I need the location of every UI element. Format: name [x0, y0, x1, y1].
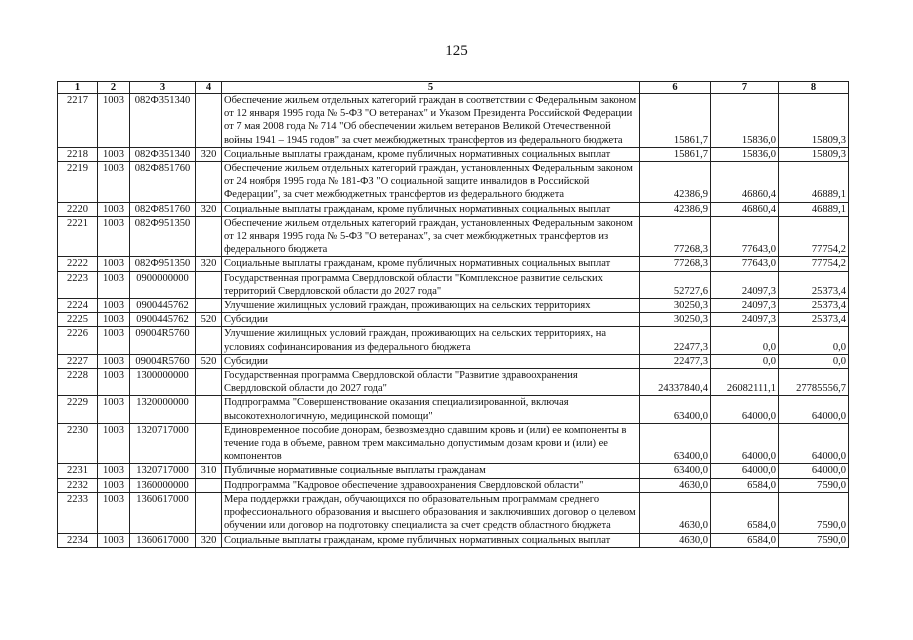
expense-type-cell: 320 — [196, 257, 222, 271]
expense-type-cell — [196, 478, 222, 492]
section-code-cell: 1003 — [98, 464, 130, 478]
amount-col6-cell: 15861,7 — [640, 94, 711, 148]
amount-col8-cell: 15809,3 — [779, 147, 849, 161]
target-article-cell: 0900000000 — [130, 271, 196, 298]
amount-col7-cell: 64000,0 — [711, 423, 779, 464]
amount-col7-cell: 64000,0 — [711, 396, 779, 423]
amount-col7-cell: 15836,0 — [711, 147, 779, 161]
amount-col8-cell: 7590,0 — [779, 492, 849, 533]
amount-col6-cell: 4630,0 — [640, 533, 711, 547]
amount-col8-cell: 64000,0 — [779, 464, 849, 478]
expense-type-cell — [196, 423, 222, 464]
amount-col8-cell: 0,0 — [779, 327, 849, 354]
target-article-cell: 09004R5760 — [130, 327, 196, 354]
column-header: 4 — [196, 82, 222, 94]
amount-col6-cell: 42386,9 — [640, 202, 711, 216]
target-article-cell: 1360617000 — [130, 492, 196, 533]
column-header: 6 — [640, 82, 711, 94]
section-code-cell: 1003 — [98, 313, 130, 327]
table-row — [58, 533, 849, 547]
target-article-cell: 082Ф951350 — [130, 216, 196, 257]
expense-type-cell — [196, 216, 222, 257]
budget-table — [57, 81, 849, 548]
amount-col6-cell: 4630,0 — [640, 478, 711, 492]
amount-col8-cell: 25373,4 — [779, 299, 849, 313]
target-article-cell: 0900445762 — [130, 313, 196, 327]
column-header: 5 — [222, 82, 640, 94]
amount-col8-cell: 64000,0 — [779, 396, 849, 423]
table-row — [58, 147, 849, 161]
row-number-cell: 2228 — [58, 369, 98, 396]
row-number-cell: 2217 — [58, 94, 98, 148]
amount-col6-cell: 30250,3 — [640, 313, 711, 327]
amount-col8-cell: 7590,0 — [779, 478, 849, 492]
table-header-row — [58, 82, 849, 94]
amount-col7-cell: 15836,0 — [711, 94, 779, 148]
amount-col6-cell: 30250,3 — [640, 299, 711, 313]
amount-col7-cell: 6584,0 — [711, 533, 779, 547]
item-name-cell: Единовременное пособие донорам, безвозмездно сдавшим кровь и (или) ее компоненты в течение года в объеме, равном трем максимально допустимым дозам крови и (или) ее компонентов — [222, 423, 640, 464]
item-name-cell: Социальные выплаты гражданам, кроме публичных нормативных социальных выплат — [222, 533, 640, 547]
expense-type-cell: 520 — [196, 354, 222, 368]
table-row — [58, 202, 849, 216]
amount-col6-cell: 15861,7 — [640, 147, 711, 161]
row-number-cell: 2229 — [58, 396, 98, 423]
amount-col8-cell: 46889,1 — [779, 202, 849, 216]
amount-col7-cell: 24097,3 — [711, 299, 779, 313]
row-number-cell: 2233 — [58, 492, 98, 533]
target-article-cell: 082Ф351340 — [130, 147, 196, 161]
expense-type-cell — [196, 271, 222, 298]
item-name-cell: Социальные выплаты гражданам, кроме публичных нормативных социальных выплат — [222, 147, 640, 161]
item-name-cell: Обеспечение жильем отдельных категорий граждан в соответствии с Федеральным законом от 12 января 1995 года № 5-ФЗ "О ветеранах" и Указом Президента Российской Федерации от 7 мая 2008 года № 714 "Об обеспечении жильем ветеранов Великой Отечественной войны 1941 – 1945 годов" за счет межбюджетных трансфертов из федерального бюджета — [222, 94, 640, 148]
row-number-cell: 2226 — [58, 327, 98, 354]
expense-type-cell: 520 — [196, 313, 222, 327]
row-number-cell: 2231 — [58, 464, 98, 478]
amount-col6-cell: 77268,3 — [640, 257, 711, 271]
section-code-cell: 1003 — [98, 533, 130, 547]
expense-type-cell — [196, 162, 222, 203]
item-name-cell: Публичные нормативные социальные выплаты гражданам — [222, 464, 640, 478]
expense-type-cell — [196, 94, 222, 148]
amount-col6-cell: 63400,0 — [640, 396, 711, 423]
amount-col6-cell: 22477,3 — [640, 354, 711, 368]
amount-col7-cell: 0,0 — [711, 327, 779, 354]
expense-type-cell — [196, 492, 222, 533]
section-code-cell: 1003 — [98, 162, 130, 203]
section-code-cell: 1003 — [98, 369, 130, 396]
target-article-cell: 082Ф851760 — [130, 202, 196, 216]
row-number-cell: 2223 — [58, 271, 98, 298]
target-article-cell: 09004R5760 — [130, 354, 196, 368]
target-article-cell: 082Ф351340 — [130, 94, 196, 148]
amount-col6-cell: 42386,9 — [640, 162, 711, 203]
section-code-cell: 1003 — [98, 202, 130, 216]
amount-col7-cell: 77643,0 — [711, 216, 779, 257]
row-number-cell: 2219 — [58, 162, 98, 203]
expense-type-cell: 310 — [196, 464, 222, 478]
table-row — [58, 327, 849, 354]
amount-col6-cell: 24337840,4 — [640, 369, 711, 396]
expense-type-cell: 320 — [196, 147, 222, 161]
amount-col8-cell: 64000,0 — [779, 423, 849, 464]
table-row — [58, 271, 849, 298]
item-name-cell: Обеспечение жильем отдельных категорий граждан, установленных Федеральным законом от 12 января 1995 года № 5-ФЗ "О ветеранах", за счет межбюджетных трансфертов из федерального бюджета — [222, 216, 640, 257]
section-code-cell: 1003 — [98, 257, 130, 271]
amount-col6-cell: 63400,0 — [640, 423, 711, 464]
expense-type-cell — [196, 327, 222, 354]
table-row — [58, 313, 849, 327]
expense-type-cell — [196, 396, 222, 423]
section-code-cell: 1003 — [98, 478, 130, 492]
page-number: 125 — [445, 43, 468, 59]
item-name-cell: Субсидии — [222, 354, 640, 368]
target-article-cell: 1300000000 — [130, 369, 196, 396]
item-name-cell: Подпрограмма "Совершенствование оказания специализированной, включая высокотехнологичную, медицинской помощи" — [222, 396, 640, 423]
amount-col8-cell: 77754,2 — [779, 257, 849, 271]
row-number-cell: 2221 — [58, 216, 98, 257]
item-name-cell: Обеспечение жильем отдельных категорий граждан, установленных Федеральным законом от 24 ноября 1995 года № 181-ФЗ "О социальной защите инвалидов в Российской Федерации", за счет межбюджетных трансфертов из федерального бюджета — [222, 162, 640, 203]
expense-type-cell: 320 — [196, 202, 222, 216]
section-code-cell: 1003 — [98, 354, 130, 368]
amount-col7-cell: 64000,0 — [711, 464, 779, 478]
amount-col6-cell: 52727,6 — [640, 271, 711, 298]
amount-col8-cell: 7590,0 — [779, 533, 849, 547]
table-row — [58, 299, 849, 313]
section-code-cell: 1003 — [98, 299, 130, 313]
item-name-cell: Государственная программа Свердловской области "Комплексное развитие сельских территорий Свердловской области до 2027 года" — [222, 271, 640, 298]
item-name-cell: Улучшение жилищных условий граждан, проживающих на сельских территориях — [222, 299, 640, 313]
table-row — [58, 257, 849, 271]
item-name-cell: Мера поддержки граждан, обучающихся по образовательным программам среднего профессионального образования и высшего образования и заключивших договор о целевом обучении или договор на подготовку специалиста за счет средств областного бюджета — [222, 492, 640, 533]
target-article-cell: 082Ф951350 — [130, 257, 196, 271]
row-number-cell: 2218 — [58, 147, 98, 161]
row-number-cell: 2234 — [58, 533, 98, 547]
amount-col8-cell: 0,0 — [779, 354, 849, 368]
item-name-cell: Государственная программа Свердловской области "Развитие здравоохранения Свердловской области до 2027 года" — [222, 369, 640, 396]
amount-col8-cell: 25373,4 — [779, 313, 849, 327]
row-number-cell: 2232 — [58, 478, 98, 492]
amount-col8-cell: 46889,1 — [779, 162, 849, 203]
table-row — [58, 464, 849, 478]
table-row — [58, 423, 849, 464]
amount-col6-cell: 22477,3 — [640, 327, 711, 354]
item-name-cell: Подпрограмма "Кадровое обеспечение здравоохранения Свердловской области" — [222, 478, 640, 492]
target-article-cell: 0900445762 — [130, 299, 196, 313]
amount-col7-cell: 46860,4 — [711, 162, 779, 203]
table-row — [58, 369, 849, 396]
section-code-cell: 1003 — [98, 147, 130, 161]
row-number-cell: 2222 — [58, 257, 98, 271]
amount-col8-cell: 15809,3 — [779, 94, 849, 148]
row-number-cell: 2224 — [58, 299, 98, 313]
table-row — [58, 478, 849, 492]
amount-col7-cell: 24097,3 — [711, 271, 779, 298]
table-row — [58, 492, 849, 533]
amount-col7-cell: 6584,0 — [711, 492, 779, 533]
column-header: 7 — [711, 82, 779, 94]
section-code-cell: 1003 — [98, 423, 130, 464]
section-code-cell: 1003 — [98, 327, 130, 354]
amount-col6-cell: 63400,0 — [640, 464, 711, 478]
amount-col7-cell: 6584,0 — [711, 478, 779, 492]
amount-col8-cell: 25373,4 — [779, 271, 849, 298]
table-row — [58, 396, 849, 423]
table-row — [58, 94, 849, 148]
row-number-cell: 2227 — [58, 354, 98, 368]
column-header: 2 — [98, 82, 130, 94]
section-code-cell: 1003 — [98, 94, 130, 148]
target-article-cell: 1320717000 — [130, 464, 196, 478]
amount-col6-cell: 4630,0 — [640, 492, 711, 533]
item-name-cell: Субсидии — [222, 313, 640, 327]
item-name-cell: Социальные выплаты гражданам, кроме публичных нормативных социальных выплат — [222, 202, 640, 216]
column-header: 3 — [130, 82, 196, 94]
row-number-cell: 2225 — [58, 313, 98, 327]
expense-type-cell: 320 — [196, 533, 222, 547]
section-code-cell: 1003 — [98, 271, 130, 298]
table-row — [58, 354, 849, 368]
table-row — [58, 162, 849, 203]
amount-col7-cell: 26082111,1 — [711, 369, 779, 396]
row-number-cell: 2220 — [58, 202, 98, 216]
target-article-cell: 1320717000 — [130, 423, 196, 464]
item-name-cell: Социальные выплаты гражданам, кроме публичных нормативных социальных выплат — [222, 257, 640, 271]
amount-col7-cell: 24097,3 — [711, 313, 779, 327]
target-article-cell: 082Ф851760 — [130, 162, 196, 203]
column-header: 8 — [779, 82, 849, 94]
amount-col8-cell: 27785556,7 — [779, 369, 849, 396]
table-row — [58, 216, 849, 257]
expense-type-cell — [196, 299, 222, 313]
section-code-cell: 1003 — [98, 492, 130, 533]
amount-col8-cell: 77754,2 — [779, 216, 849, 257]
amount-col7-cell: 46860,4 — [711, 202, 779, 216]
target-article-cell: 1360000000 — [130, 478, 196, 492]
amount-col7-cell: 0,0 — [711, 354, 779, 368]
row-number-cell: 2230 — [58, 423, 98, 464]
item-name-cell: Улучшение жилищных условий граждан, проживающих на сельских территориях, на условиях софинансирования из федерального бюджета — [222, 327, 640, 354]
amount-col7-cell: 77643,0 — [711, 257, 779, 271]
target-article-cell: 1360617000 — [130, 533, 196, 547]
amount-col6-cell: 77268,3 — [640, 216, 711, 257]
expense-type-cell — [196, 369, 222, 396]
section-code-cell: 1003 — [98, 216, 130, 257]
target-article-cell: 1320000000 — [130, 396, 196, 423]
column-header: 1 — [58, 82, 98, 94]
section-code-cell: 1003 — [98, 396, 130, 423]
